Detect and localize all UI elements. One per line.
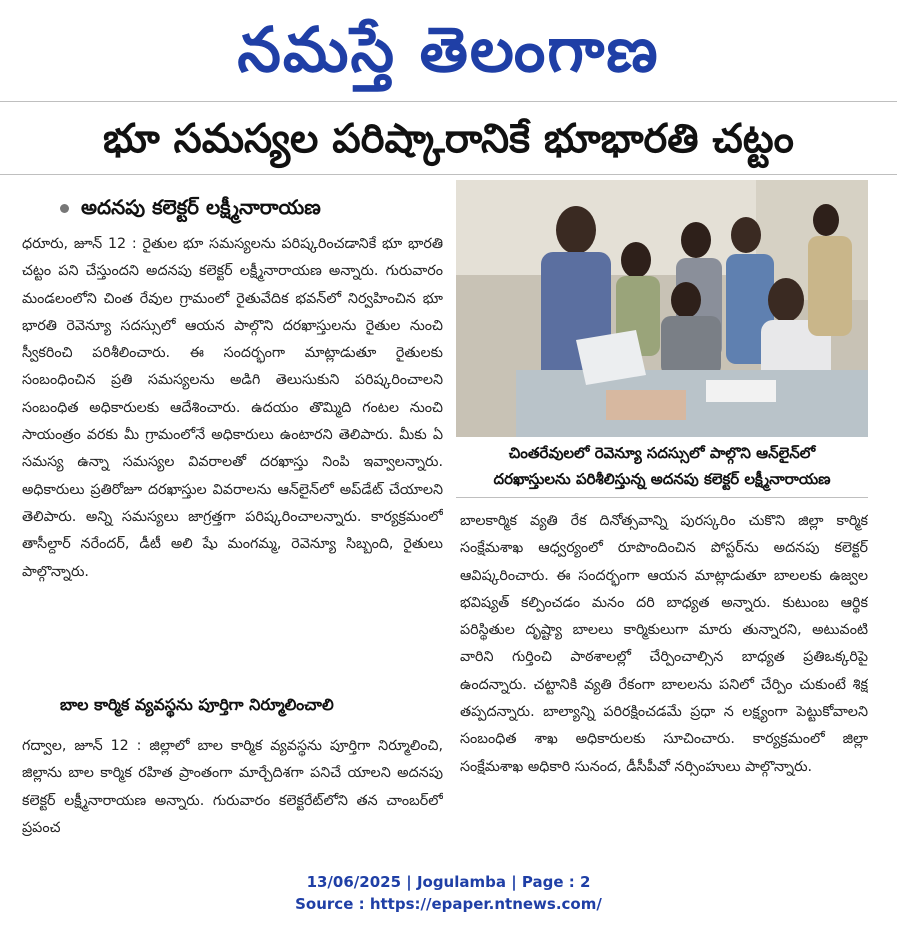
story1-text: ధరూరు, జూన్ 12 : రైతుల భూ సమస్యలను పరిష్కరించడానికే భూ భారతి చట్టం పని చేస్తుందని అదనపు కలెక్టర్ లక్ష్మీనారాయణ అన్నారు. గురువారం మండలంలోని చింత రేవుల గ్రామంలో రైతువేదిక భవన్‌లో నిర్వహించిన భూ భారతి రెవెన్యూ సదస్సులో ఆయన పాల్గొని దరఖాస్తులను రైతుల నుంచి స్వీకరించి పరిశీలించారు. ఈ సందర్భంగా మాట్లాడుతూ రైతులకు సంబంధించిన ప్రతి సమస్యలను అడిగి తెలుసుకుని పరిష్కరించాలని సంబంధిత అధికారులకు ఆదేశించారు. ఉదయం తొమ్మిది గంటల నుంచి సాయంత్రం వరకు మీ గ్రామంలోనే అధికారులు ఉంటారని తెలిపారు. మీకు ఏ సమస్య ఉన్నా సమస్యల వివరాలతో దరఖాస్తు నింపి ఇవ్వాలన్నారు. అధికారులు ప్రతిరోజూ దరఖాస్తుల వివరాలను ఆన్‌లైన్‌లో అప్‌డేట్ చేయాలని తెలిపారు. అన్ని సమస్యలు జాగ్రత్తగా పరిష్కరించాలన్నారు. కార్యక్రమంలో తాసీల్దార్ నరేందర్, డీటీ అలి షేు మంగమ్మ, రెవెన్యూ సిబ్బంది, రైతులు పాల్గొన్నారు. xyxy=(22,236,443,580)
news-photo-illustration xyxy=(456,180,868,437)
story2-text: గద్వాల, జూన్ 12 : జిల్లాలో బాల కార్మిక వ్యవస్థను పూర్తిగా నిర్మూలించి, జిల్లాను బాల కార్మిక రహిత ప్రాంతంగా మార్చేదిశగా పనిచే యాలని అదనపు కలెక్టర్ లక్ష్మీనారాయణ అన్నారు. గురువారం కలెక్టరేట్‌లోని తన చాంబర్‌లో ప్రపంచ xyxy=(22,738,443,836)
section2-heading: బాల కార్మిక వ్యవస్థను పూర్తిగా నిర్మూలించాలి xyxy=(60,695,334,714)
photo-caption-line2: దరఖాస్తులను పరిశీలిస్తున్న అదనపు కలెక్టర్ లక్ష్మీనారాయణ xyxy=(493,470,831,488)
photo-caption-line1: చింతరేవులలో రెవెన్యూ సదస్సులో పాల్గొని ఆన్‌లైన్‌లో xyxy=(508,444,816,462)
headline-divider xyxy=(0,174,897,175)
bullet-icon xyxy=(60,204,69,213)
masthead-title: నమస్తే తెలంగాణ xyxy=(237,13,660,86)
news-photo xyxy=(456,180,868,437)
story2-continued-text: బాలకార్మిక వ్యతి రేక దినోత్సవాన్ని పురస్కరిం చుకొని జిల్లా కార్మిక సంక్షేమశాఖ ఆధ్వర్యంలో రూపొందించిన పోస్టర్‌ను అదనపు కలెక్టర్ ఆవిష్కరించారు. ఈ సందర్భంగా ఆయన మాట్లాడుతూ బాలలకు ఉజ్వల భవిష్యత్ కల్పించడం మనం దరి బాధ్యత అన్నారు. కుటుంబ ఆర్థిక పరిస్థితుల దృష్ట్యా బాలలు కార్మికులుగా మారు తున్నారని, అటువంటి వారిని గుర్తించి పాఠశాలల్లో చేర్పించాల్సిన బాధ్యత ప్రతిఒక్కరిపై ఉందన్నారు. చట్టానికి వ్యతి రేకంగా బాలలను పనిలో చేర్పిం చుకుంటే శిక్ష తప్పదన్నారు. బాల్యాన్ని పరిరక్షించడమే ప్రధా న లక్ష్యంగా పెట్టుకోవాలని సంబంధిత శాఖ అధికారులకు సూచించారు. కార్యక్రమంలో జిల్లా సంక్షేమశాఖ అధికారి సునంద, డీసీపీవో నర్సింహులు పాల్గొన్నారు. xyxy=(460,513,868,775)
article-headline: భూ సమస్యల పరిష్కారానికే భూభారతి చట్టం xyxy=(103,116,794,162)
masthead xyxy=(0,0,897,100)
caption-divider xyxy=(456,497,868,498)
footer-source: Source : https://epaper.ntnews.com/ xyxy=(295,895,602,913)
photo-caption xyxy=(456,440,868,492)
footer-date-edition: 13/06/2025 | Jogulamba | Page : 2 xyxy=(306,873,591,891)
masthead-divider xyxy=(0,101,897,102)
article-subheading xyxy=(60,190,440,224)
subheading-text: అదనపు కలెక్టర్ లక్ష్మీనారాయణ xyxy=(81,195,321,219)
